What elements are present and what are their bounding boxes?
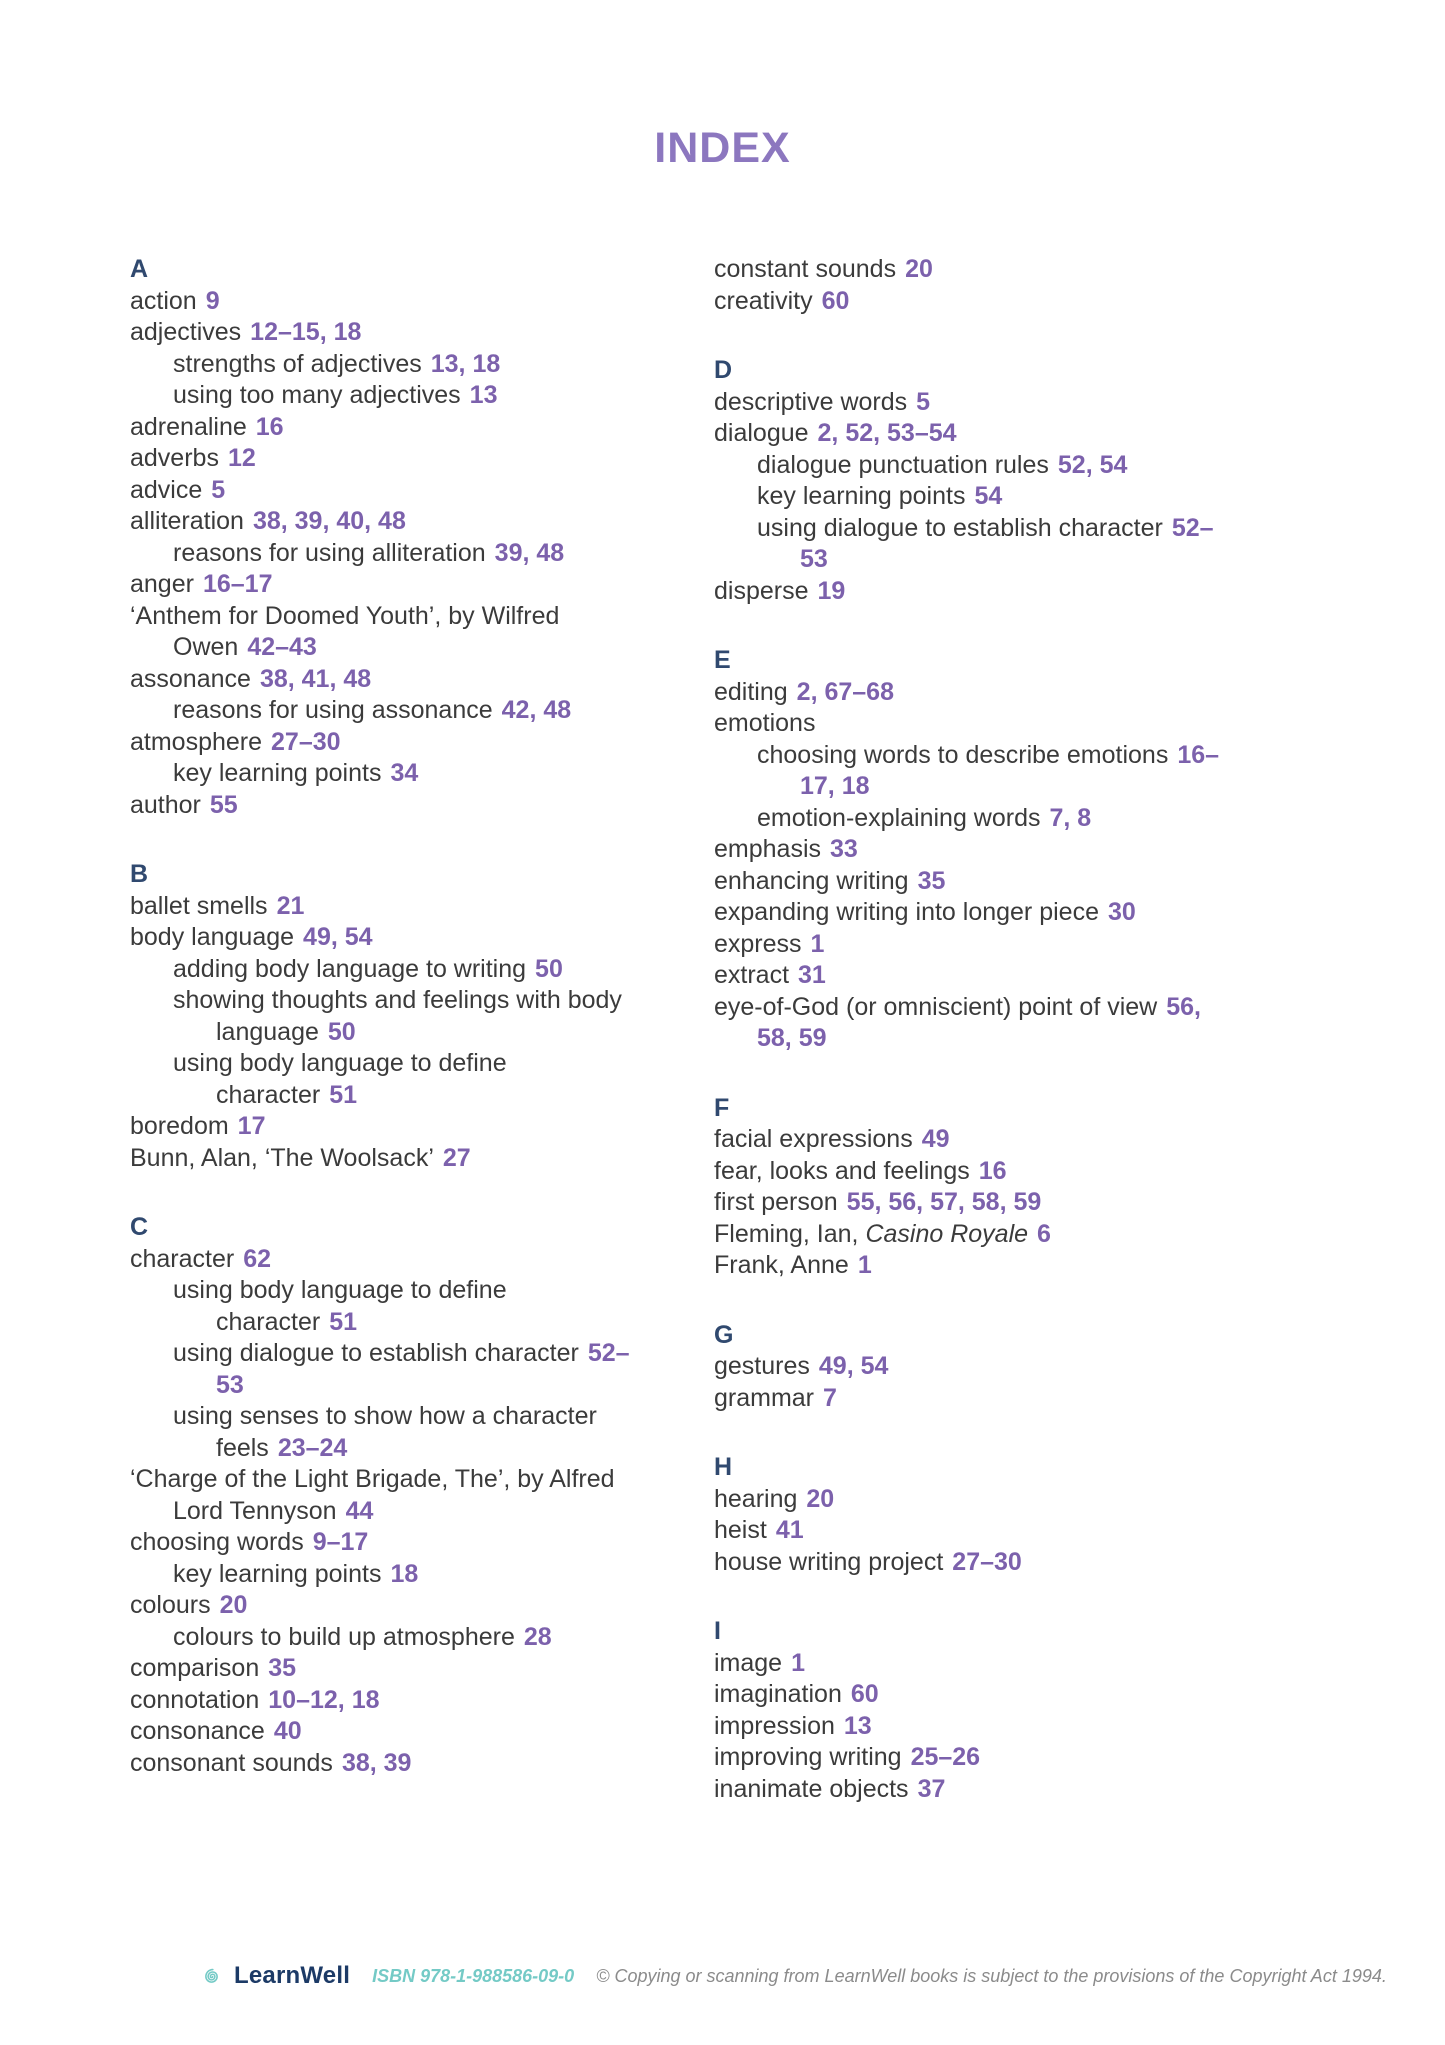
entry-page-numbers: 51 [329,1307,358,1336]
section-letter-c: C [130,1213,149,1241]
index-entry-line [714,1383,1355,1415]
entry-term: adrenaline [130,412,247,441]
section-letter-e: E [714,646,731,674]
entry-term: atmosphere [130,727,263,756]
index-entry-line [130,1748,714,1780]
index-entry-line [130,286,714,318]
entry-term: key learning points [173,1559,382,1588]
index-entry-line [130,954,714,986]
index-entry-line [130,1559,714,1591]
entry-term: using dialogue to establish character [757,513,1163,542]
entry-page-numbers: 34 [390,759,419,787]
entry-page-numbers: 35 [917,866,946,895]
entry-page-numbers: 40 [273,1717,302,1745]
index-entry-line [130,1275,714,1307]
entry-term: adjectives [130,318,242,346]
entry-term: express [714,929,802,958]
entry-term: action [130,286,197,315]
section-letter-b: B [130,860,149,888]
index-entry-line [130,922,714,954]
index-entry-line [130,1080,714,1112]
entry-page-numbers: 20 [806,1484,835,1513]
entry-term: using dialogue to establish character [173,1339,579,1367]
index-entry-line [130,1143,714,1175]
isbn-text: ISBN 978-1-988586-09-0 [372,1965,575,1986]
index-entry-line [130,1433,714,1465]
entry-term: key learning points [757,482,966,510]
index-entry-line [714,1156,1355,1188]
entry-term: key learning points [173,759,382,787]
entry-term: creativity [714,286,813,315]
index-entry-line [714,1023,1355,1055]
index-entry-line [130,1716,714,1748]
index-entry-line [130,569,714,601]
index-entry-line [130,349,714,381]
index-entry-line [130,1496,714,1528]
entry-term: facial expressions [714,1125,913,1153]
entry-term: emotions [714,709,816,737]
entry-term: using body language to define [173,1276,507,1304]
entry-term: enhancing writing [714,866,909,895]
entry-term: impression [714,1711,835,1740]
entry-page-numbers: 44 [345,1496,374,1525]
entry-page-numbers: 25–26 [910,1743,981,1771]
index-entry-line [714,1648,1355,1680]
entry-page-numbers: 27–30 [952,1547,1022,1576]
index-entry-line [714,1250,1355,1282]
entry-term: consonant sounds [130,1748,333,1777]
entry-page-numbers: 13 [469,381,498,409]
entry-term: connotation [130,1685,260,1714]
entry-term: descriptive words [714,387,908,416]
entry-term: character [216,1307,321,1336]
entry-term: adverbs [130,444,219,472]
spiral-logo-icon [198,1963,225,1990]
index-entry-line [714,708,1355,740]
entry-page-numbers: 31 [798,961,826,989]
entry-page-numbers: 33 [830,835,858,863]
index-entry-line [714,1484,1355,1516]
entry-term: disperse [714,576,809,605]
index-entry-line [714,803,1355,835]
index-entry-line [130,601,714,633]
entry-term: imagination [714,1680,842,1708]
index-entry-line [714,286,1355,318]
entry-term: fear, looks and feelings [714,1156,970,1185]
index-entry-line [130,1464,714,1496]
entry-page-numbers: 55 [209,790,238,819]
entry-page-numbers: 21 [276,891,305,920]
index-column-left [130,254,714,1805]
entry-term: choosing words to describe emotions [757,740,1169,769]
entry-term: using body language to define [173,1049,507,1077]
index-entry-line [714,834,1355,866]
entry-page-numbers: 17, 18 [800,772,870,800]
entry-term: body language [130,923,295,951]
entry-term: advice [130,475,203,504]
entry-term: dialogue [714,419,809,447]
entry-page-numbers: 2, 67–68 [796,677,894,706]
entry-page-numbers: 49 [921,1125,950,1153]
index-entry-line [714,513,1355,545]
entry-page-numbers: 16 [978,1156,1007,1185]
index-entry-line [130,380,714,412]
entry-term: extract [714,961,790,989]
index-entry-line [714,1711,1355,1743]
index-entry-line [130,317,714,349]
index-entry-line [714,1187,1355,1219]
entry-page-numbers: 50 [535,954,563,983]
entry-page-numbers: 19 [817,576,846,605]
entry-page-numbers: 49, 54 [818,1352,889,1380]
index-column-right [714,254,1355,1805]
index-entry-line [130,1370,714,1402]
index-entry-line [130,985,714,1017]
section-letter-d: D [714,356,733,384]
index-entry-line [714,544,1355,576]
index-entry-line [130,632,714,664]
entry-page-numbers: 52– [587,1339,630,1367]
entry-page-numbers: 54 [974,482,1003,510]
entry-term: first person [714,1188,838,1216]
entry-page-numbers: 1 [857,1251,872,1279]
entry-page-numbers: 27 [442,1143,471,1172]
entry-term: improving writing [714,1743,902,1771]
index-entry-line [130,1527,714,1559]
copyright-text: © Copying or scanning from LearnWell books is subject to the provisions of the Copyright Act 1994. [596,1965,1387,1986]
index-entry-line [714,481,1355,513]
index-columns [0,254,1445,1805]
index-entry-line [714,254,1355,286]
entry-term: using too many adjectives [173,381,461,409]
entry-page-numbers: 27–30 [271,727,341,756]
entry-term: anger [130,570,194,598]
entry-term: Lord Tennyson [173,1496,337,1525]
section-letter-g: G [714,1320,734,1349]
entry-term: emotion-explaining words [757,803,1041,832]
entry-term: assonance [130,664,251,693]
index-entry-line [130,891,714,923]
entry-page-numbers: 55, 56, 57, 58, 59 [846,1188,1042,1216]
entry-page-numbers: 5 [916,387,931,416]
entry-term: ‘Charge of the Light Brigade, The’, by Alfred [130,1465,615,1493]
entry-term: choosing words [130,1528,304,1556]
entry-page-numbers: 16 [255,412,284,441]
index-entry-line [714,897,1355,929]
entry-term: alliteration [130,507,244,535]
entry-page-numbers: 53 [800,545,828,573]
entry-term: emphasis [714,835,821,863]
entry-term: using senses to show how a character [173,1402,597,1430]
entry-page-numbers: 16–17 [202,570,273,598]
entry-term: Fleming, Ian, Casino Royale [714,1219,1029,1248]
entry-term: boredom [130,1112,229,1140]
index-entry-line [130,1017,714,1049]
index-entry-line [130,695,714,727]
entry-page-numbers: 23–24 [277,1433,348,1462]
entry-page-numbers: 49, 54 [303,923,373,951]
section-letter-a: A [130,255,149,283]
entry-page-numbers: 58, 59 [757,1024,827,1052]
index-entry-line [130,1338,714,1370]
index-entry-line [714,1679,1355,1711]
index-entry-line [130,1048,714,1080]
index-entry-line [130,475,714,507]
section-letter-i: I [714,1617,721,1645]
entry-term: Bunn, Alan, ‘The Woolsack’ [130,1143,434,1172]
entry-term: Owen [173,633,239,661]
entry-page-numbers: 7, 8 [1049,803,1092,832]
entry-page-numbers: 38, 41, 48 [259,664,372,693]
index-entry-line [714,960,1355,992]
index-entry-line [714,929,1355,961]
index-entry-line [714,740,1355,772]
index-entry-line [130,1685,714,1717]
entry-page-numbers: 6 [1037,1219,1051,1248]
entry-page-numbers: 10–12, 18 [268,1685,380,1714]
index-entry-line [714,387,1355,419]
entry-term: ballet smells [130,891,268,920]
entry-term: showing thoughts and feelings with body [173,986,622,1014]
index-entry-line [714,418,1355,450]
entry-term: Frank, Anne [714,1251,849,1279]
entry-term: gestures [714,1352,810,1380]
entry-page-numbers: 42–43 [247,633,317,661]
footer [198,1962,1387,1990]
entry-page-numbers: 51 [329,1080,358,1109]
index-entry-line [130,1401,714,1433]
entry-page-numbers: 28 [523,1622,552,1651]
entry-page-numbers: 39, 48 [494,538,565,567]
index-entry-line [714,866,1355,898]
index-entry-line [130,790,714,822]
entry-term: reasons for using assonance [173,696,493,724]
entry-term: eye-of-God (or omniscient) point of view [714,992,1158,1021]
section-letter-h: H [714,1453,733,1481]
entry-page-numbers: 53 [216,1370,244,1399]
entry-page-numbers: 37 [917,1774,946,1803]
entry-term: hearing [714,1484,798,1513]
entry-term: author [130,790,201,819]
index-entry-line [714,576,1355,608]
entry-term: colours [130,1591,211,1619]
index-entry-line [714,450,1355,482]
index-entry-line [714,677,1355,709]
entry-term: inanimate objects [714,1774,909,1803]
index-entry-line [130,727,714,759]
index-entry-line [130,443,714,475]
entry-page-numbers: 16– [1177,740,1220,769]
entry-page-numbers: 9 [205,286,220,315]
entry-page-numbers: 38, 39, 40, 48 [252,507,406,535]
index-entry-line [130,412,714,444]
entry-term: editing [714,677,788,706]
entry-page-numbers: 12–15, 18 [250,318,362,346]
index-entry-line [714,1774,1355,1806]
entry-term: language [216,1017,319,1046]
section-letter-f: F [714,1093,730,1122]
entry-page-numbers: 60 [850,1680,879,1708]
entry-page-numbers: 20 [219,1591,248,1619]
index-entry-line [130,1590,714,1622]
entry-page-numbers: 62 [243,1244,272,1273]
entry-term: image [714,1648,783,1677]
entry-page-numbers: 7 [823,1383,837,1412]
index-entry-line [130,1622,714,1654]
index-entry-line [714,1515,1355,1547]
index-entry-line [130,1653,714,1685]
index-entry-line [714,992,1355,1024]
brand-name: LearnWell [234,1962,351,1989]
index-entry-line [130,1111,714,1143]
index-entry-line [130,1307,714,1339]
entry-term: adding body language to writing [173,954,527,983]
entry-page-numbers: 5 [211,475,226,504]
entry-term: character [130,1244,235,1273]
index-entry-line [130,1244,714,1276]
entry-page-numbers: 50 [327,1017,356,1046]
entry-term: consonance [130,1717,265,1745]
entry-page-numbers: 17 [237,1112,266,1140]
entry-term: grammar [714,1383,815,1412]
index-entry-line [714,1351,1355,1383]
entry-page-numbers: 56, [1166,992,1202,1021]
entry-term: comparison [130,1654,260,1682]
entry-page-numbers: 13 [843,1711,872,1740]
entry-page-numbers: 13, 18 [430,349,501,378]
index-entry-line [130,664,714,696]
entry-term: expanding writing into longer piece [714,898,1099,926]
index-entry-line [714,771,1355,803]
entry-page-numbers: 52, 54 [1057,450,1128,479]
index-entry-line [714,1547,1355,1579]
entry-term: character [216,1080,321,1109]
entry-page-numbers: 52– [1171,513,1214,542]
entry-page-numbers: 1 [810,929,825,958]
index-entry-line [714,1219,1355,1251]
entry-page-numbers: 20 [905,255,933,283]
entry-term: dialogue punctuation rules [757,450,1049,479]
index-entry-line [130,506,714,538]
entry-page-numbers: 12 [227,444,256,472]
entry-term: heist [714,1516,767,1544]
entry-term: reasons for using alliteration [173,538,486,567]
entry-page-numbers: 1 [791,1648,805,1677]
entry-term: ‘Anthem for Doomed Youth’, by Wilfred [130,601,560,630]
page-title: INDEX [654,124,791,172]
entry-term: constant sounds [714,255,897,283]
entry-page-numbers: 41 [775,1516,804,1544]
entry-page-numbers: 30 [1107,898,1136,926]
entry-page-numbers: 9–17 [312,1528,369,1556]
index-entry-line [130,758,714,790]
entry-page-numbers: 42, 48 [501,696,572,724]
entry-page-numbers: 18 [390,1559,419,1588]
entry-page-numbers: 2, 52, 53–54 [817,419,957,447]
entry-term: feels [216,1433,269,1462]
entry-term: colours to build up atmosphere [173,1622,515,1651]
entry-term: strengths of adjectives [173,349,422,378]
entry-term: house writing project [714,1547,944,1576]
entry-page-numbers: 38, 39 [341,1748,412,1777]
index-entry-line [714,1124,1355,1156]
index-entry-line [130,538,714,570]
index-entry-line [714,1742,1355,1774]
entry-page-numbers: 60 [821,286,850,315]
entry-page-numbers: 35 [268,1654,297,1682]
